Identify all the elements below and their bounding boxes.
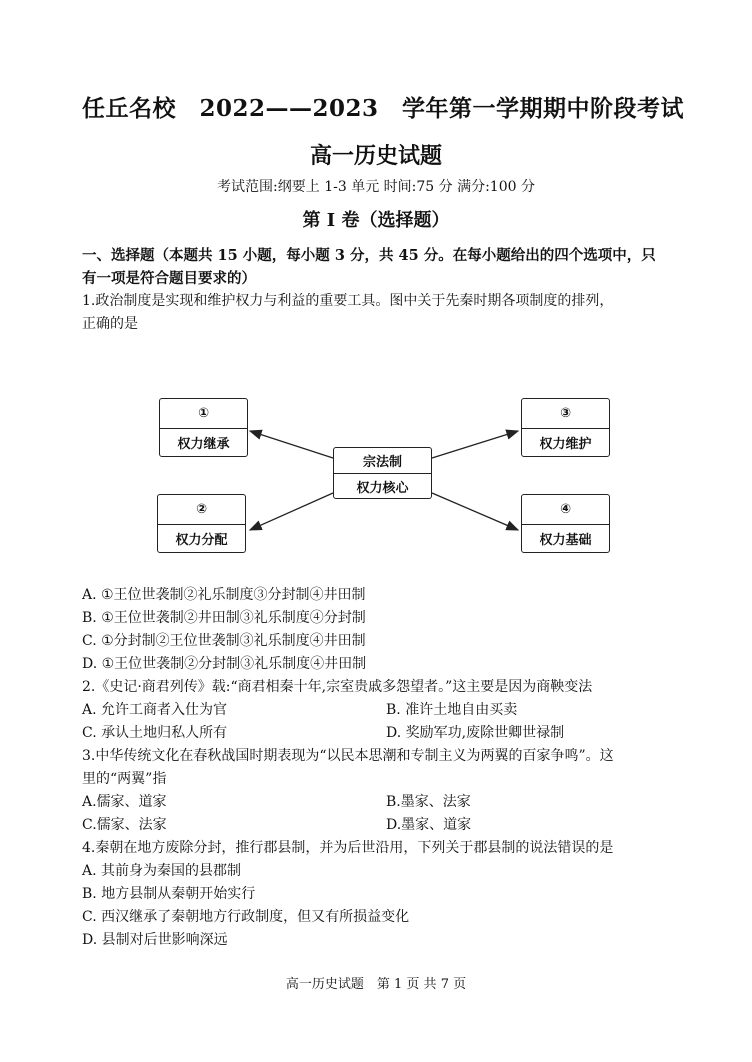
question-3-option-a: A.儒家、道家: [82, 794, 167, 810]
question-4-option-c: C. 西汉继承了秦朝地方行政制度，但又有所损益变化: [82, 909, 410, 925]
section-instructions-line-1: 一、选择题（本题共 15 小题，每小题 3 分，共 45 分。在每小题给出的四个选项中，只: [82, 247, 656, 264]
diagram-box-3: [521, 398, 610, 457]
box-3-number: ③: [522, 399, 609, 429]
diagram-box-1: [159, 398, 248, 457]
box-2-number: ②: [158, 495, 245, 525]
question-4-stem: 4.秦朝在地方废除分封，推行郡县制，并为后世沿用，下列关于郡县制的说法错误的是: [82, 840, 614, 856]
question-1-option-c: C. ①分封制②王位世袭制③礼乐制度④井田制: [82, 633, 366, 649]
question-4-option-a: A. 其前身为秦国的县郡制: [82, 863, 242, 879]
box-1-label: 权力继承: [177, 437, 230, 452]
diagram-box-4: [521, 494, 610, 553]
question-2-option-a: A. 允许工商者入仕为官: [82, 702, 228, 718]
box-2-label: 权力分配: [175, 533, 228, 548]
volume-title: 第 Ⅰ 卷（选择题）: [302, 210, 450, 231]
arrow-to-box-4: [432, 493, 518, 530]
exam-info: 考试范围:纲要上 1-3 单元 时间:75 分 满分:100 分: [217, 179, 535, 195]
question-2-option-c: C. 承认土地归私人所有: [82, 725, 228, 741]
question-2-option-b: B. 准许土地自由买卖: [386, 702, 518, 718]
arrow-to-box-3: [432, 431, 518, 458]
subject-title: 高一历史试题: [309, 143, 442, 169]
question-4-option-d: D. 县制对后世影响深远: [82, 932, 228, 948]
box-4-number: ④: [522, 495, 609, 525]
center-box-bottom: 权力核心: [356, 480, 409, 496]
diagram-box-2: [157, 494, 246, 553]
section-instructions-line-2: 有一项是符合题目要求的）: [82, 270, 256, 287]
school-exam-title: 任丘名校 2022——2023 学年第一学期期中阶段考试: [82, 95, 685, 122]
question-1-option-a: A. ①王位世袭制②礼乐制度③分封制④井田制: [82, 587, 366, 603]
question-3-option-d: D.墨家、道家: [386, 817, 472, 833]
page-footer: 高一历史试题 第 1 页 共 7 页: [285, 977, 467, 992]
question-1-stem-line-1: 1.政治制度是实现和维护权力与利益的重要工具。图中关于先秦时期各项制度的排列，: [82, 293, 614, 309]
question-3-stem-line-2: 里的“两翼”指: [82, 771, 167, 787]
question-1-option-b: B. ①王位世袭制②井田制③礼乐制度④分封制: [82, 610, 366, 626]
box-4-label: 权力基础: [539, 533, 592, 548]
question-3-option-c: C.儒家、法家: [82, 817, 167, 833]
institution-diagram: [0, 380, 752, 570]
arrow-to-box-2: [250, 493, 333, 530]
question-1-option-d: D. ①王位世袭制②分封制③礼乐制度④井田制: [82, 656, 367, 672]
diagram-center-box: [333, 447, 432, 499]
question-1-stem-line-2: 正确的是: [82, 316, 138, 332]
arrow-to-box-1: [250, 431, 333, 458]
question-2-stem: 2.《史记·商君列传》载:“商君相秦十年,宗室贵戚多怨望者。”这主要是因为商鞅变法: [82, 679, 593, 695]
box-3-label: 权力维护: [539, 437, 592, 452]
question-4-option-b: B. 地方县制从秦朝开始实行: [82, 886, 256, 902]
question-2-option-d: D. 奖励军功,废除世卿世禄制: [386, 725, 565, 741]
center-box-top: 宗法制: [334, 448, 431, 474]
question-3-stem-line-1: 3.中华传统文化在春秋战国时期表现为“以民本思潮和专制主义为两翼的百家争鸣”。这: [82, 748, 614, 764]
box-1-number: ①: [160, 399, 247, 429]
question-3-option-b: B.墨家、法家: [386, 794, 471, 810]
